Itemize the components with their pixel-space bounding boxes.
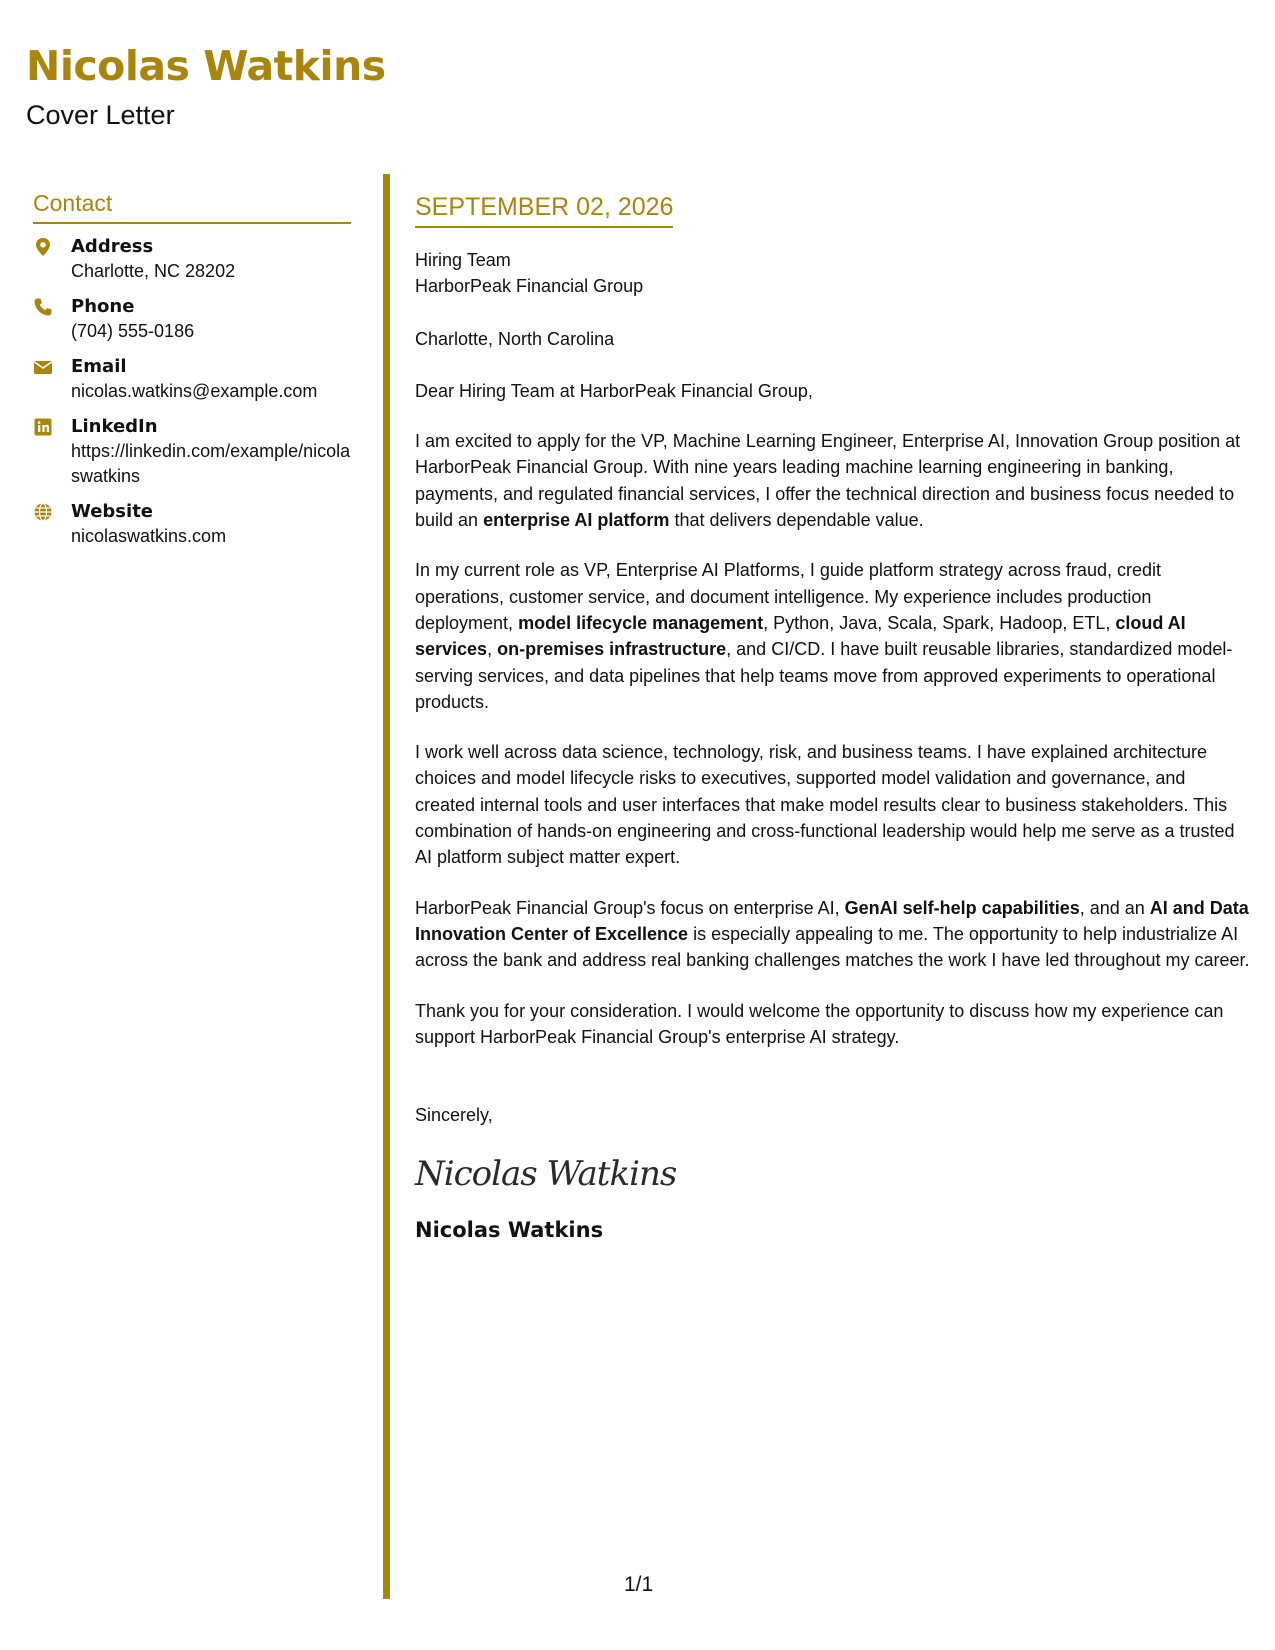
page-number: 1/1 [624, 1573, 654, 1596]
recipient-line-2: HarborPeak Financial Group [415, 276, 644, 297]
emphasized-phrase: AI and Data Innovation Center of Excellence [415, 897, 1249, 944]
paragraph-text: I am excited to apply for the VP, Machine Learning Engineer, Enterprise AI, Innovation Group position at HarborPeak Financial Group. With nine years leading machine learning engineering in banking, payments, and regulated financial services, I offer the technical direction and business focus needed to build an [415, 431, 1241, 531]
document-subtitle: Cover Letter [26, 100, 175, 130]
linkedin-icon [33, 417, 53, 437]
emphasized-phrase: GenAI self-help capabilities [844, 897, 1080, 918]
contact-sidebar [33, 190, 351, 549]
emphasized-phrase: cloud AI services [415, 612, 1186, 660]
contact-heading: Contact [33, 190, 351, 224]
linkedin-label: LinkedIn [71, 415, 158, 437]
contact-email [33, 355, 351, 404]
phone-value: (704) 555-0186 [71, 320, 195, 341]
vertical-divider [383, 174, 390, 1599]
salutation: Dear Hiring Team at HarborPeak Financial Group, [415, 380, 813, 401]
paragraph-text: that delivers dependable value. [669, 510, 924, 531]
paragraph-text: , Python, Java, Scala, Spark, Hadoop, ETL, [763, 612, 1116, 633]
contact-linkedin [33, 415, 351, 489]
body-paragraph [415, 895, 1250, 974]
email-label: Email [71, 355, 127, 377]
envelope-icon [33, 357, 53, 377]
paragraph-text: is especially appealing to me. The opportunity to help industrialize AI across the bank and address real banking challenges matches the work I have led throughout my career. [415, 923, 1250, 971]
paragraph-text: , and CI/CD. I have built reusable libraries, standardized model-serving services, and data pipelines that help teams move from approved experiments to operational products. [415, 639, 1233, 712]
letter-body [415, 192, 1250, 1244]
address-value: Charlotte, NC 28202 [71, 260, 236, 281]
paragraph-text: In my current role as VP, Enterprise AI Platforms, I guide platform strategy across fraud, credit operations, customer service, and document intelligence. My experience includes production deployment, [415, 560, 1161, 633]
phone-label: Phone [71, 295, 135, 317]
emphasized-phrase: enterprise AI platform [483, 510, 670, 531]
letter-paragraphs [415, 428, 1250, 1050]
letter-date: SEPTEMBER 02, 2026 [415, 192, 673, 228]
body-paragraph [415, 998, 1250, 1051]
phone-icon [33, 297, 53, 317]
paragraph-text: I work well across data science, technology, risk, and business teams. I have explained architecture choices and model lifecycle risks to executives, supported model validation and governance, and created internal tools and user interfaces that make model results clear to business stakeholders. This combination of hands-on engineering and cross-functional leadership would help me serve as a trusted AI platform subject matter expert. [415, 742, 1235, 868]
linkedin-value[interactable]: https://linkedin.com/example/nicolaswatkins [71, 440, 351, 486]
recipient-location: Charlotte, North Carolina [415, 328, 615, 349]
recipient-line-1: Hiring Team [415, 250, 511, 270]
closing: Sincerely, [415, 1105, 493, 1126]
body-paragraph [415, 557, 1250, 715]
website-label: Website [71, 500, 154, 522]
emphasized-phrase: model lifecycle management [518, 612, 764, 633]
body-paragraph [415, 739, 1250, 870]
contact-website [33, 500, 351, 549]
paragraph-text: , and an [1079, 897, 1150, 918]
website-value[interactable]: nicolaswatkins.com [71, 525, 227, 546]
contact-address [33, 235, 351, 284]
map-pin-icon [33, 237, 53, 257]
paragraph-text: HarborPeak Financial Group's focus on enterprise AI, [415, 897, 845, 918]
globe-icon [33, 502, 53, 522]
paragraph-text: Thank you for your consideration. I would welcome the opportunity to discuss how my experience can support HarborPeak Financial Group's enterprise AI strategy. [415, 1000, 1224, 1047]
body-paragraph [415, 428, 1250, 533]
handwritten-signature: Nicolas Watkins [415, 1154, 677, 1195]
emphasized-phrase: on-premises infrastructure [497, 639, 727, 660]
email-value: nicolas.watkins@example.com [71, 380, 318, 401]
candidate-name: Nicolas Watkins [26, 42, 386, 90]
recipient-block [415, 247, 1250, 352]
signer-name: Nicolas Watkins [415, 1218, 604, 1243]
paragraph-text: , [487, 639, 498, 660]
contact-phone [33, 295, 351, 344]
address-label: Address [71, 235, 154, 257]
